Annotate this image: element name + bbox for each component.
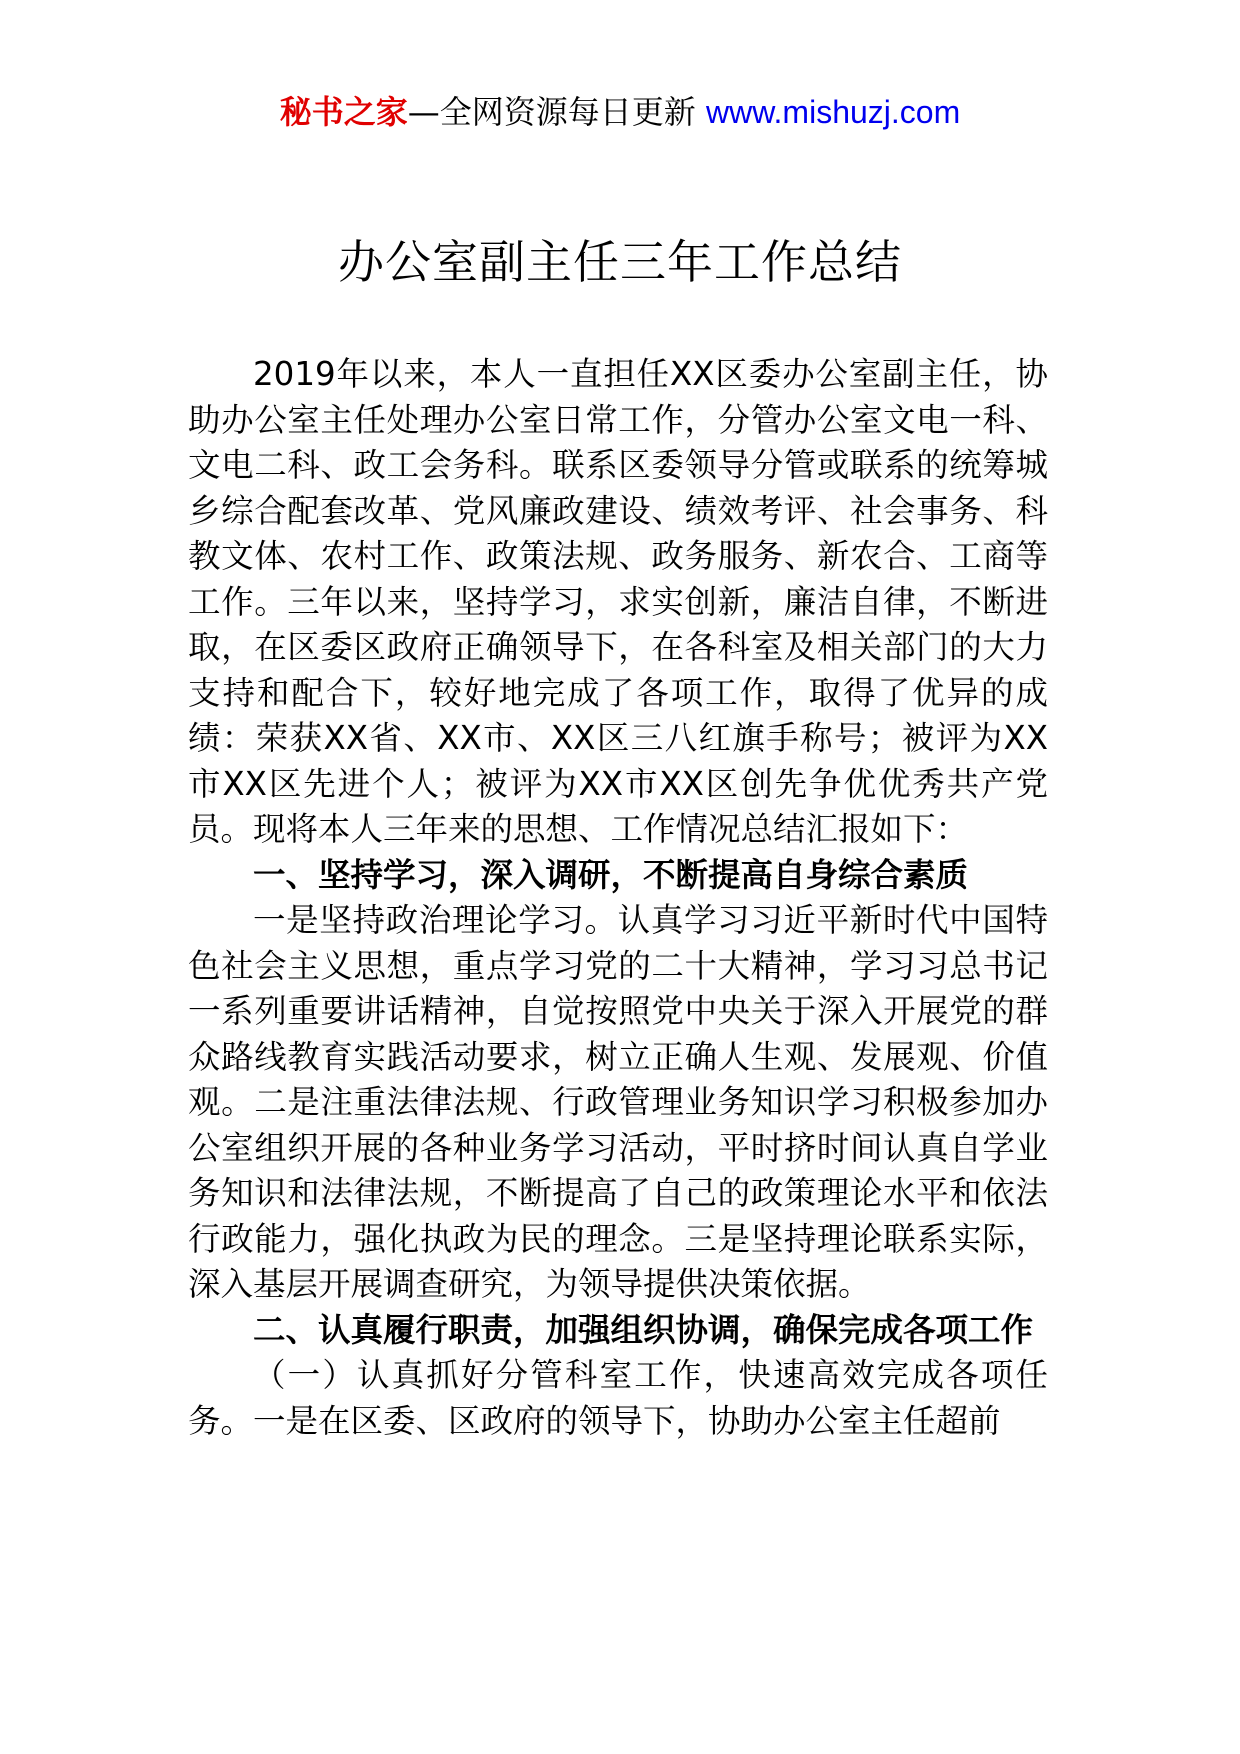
document-body <box>188 352 1048 1444</box>
section-heading-1: 一、坚持学习，深入调研，不断提高自身综合素质 <box>253 855 969 894</box>
body-paragraph-study: 一是坚持政治理论学习。认真学习习近平新时代中国特色社会主义思想，重点学习党的二十大精神，学习习总书记一系列重要讲话精神，自觉按照党中央关于深入开展党的群众路线教育实践活动要求，树立正确人生观、发展观、价值观。二是注重法律法规、行政管理业务知识学习积极参加办公室组织开展的各种业务学习活动，平时挤时间认真自学业务知识和法律法规，不断提高了自己的政策理论水平和依法行政能力，强化执政为民的理念。三是坚持理论联系实际，深入基层开展调查研究，为领导提供决策依据。 <box>188 901 1048 1303</box>
site-name: 秘书之家 <box>279 93 408 131</box>
body-paragraph-subsection-1: （一）认真抓好分管科室工作，快速高效完成各项任务。一是在区委、区政府的领导下，协助办公室主任超前 <box>188 1356 1048 1440</box>
section-heading-2: 二、认真履行职责，加强组织协调，确保完成各项工作 <box>253 1310 1034 1349</box>
site-url-link[interactable]: www.mishuzj.com <box>705 94 961 130</box>
site-tagline: —全网资源每日更新 <box>407 93 696 131</box>
document-title: 办公室副主任三年工作总结 <box>338 235 902 289</box>
body-paragraph-intro: 2019年以来，本人一直担任XX区委办公室副主任，协助办公室主任处理办公室日常工作，分管办公室文电一科、文电二科、政工会务科。联系区委领导分管或联系的统筹城乡综合配套改革、党风廉政建设、绩效考评、社会事务、科教文体、农村工作、政策法规、政务服务、新农合、工商等工作。三年以来，坚持学习，求实创新，廉洁自律，不断进取，在区委区政府正确领导下，在各科室及相关部门的大力支持和配合下，较好地完成了各项工作，取得了优异的成绩：荣获XX省、XX市、XX区三八红旗手称号；被评为XX市XX区先进个人；被评为XX市XX区创先争优优秀共产党员。现将本人三年来的思想、工作情况总结汇报如下： <box>188 355 1048 848</box>
site-header <box>0 92 1240 132</box>
